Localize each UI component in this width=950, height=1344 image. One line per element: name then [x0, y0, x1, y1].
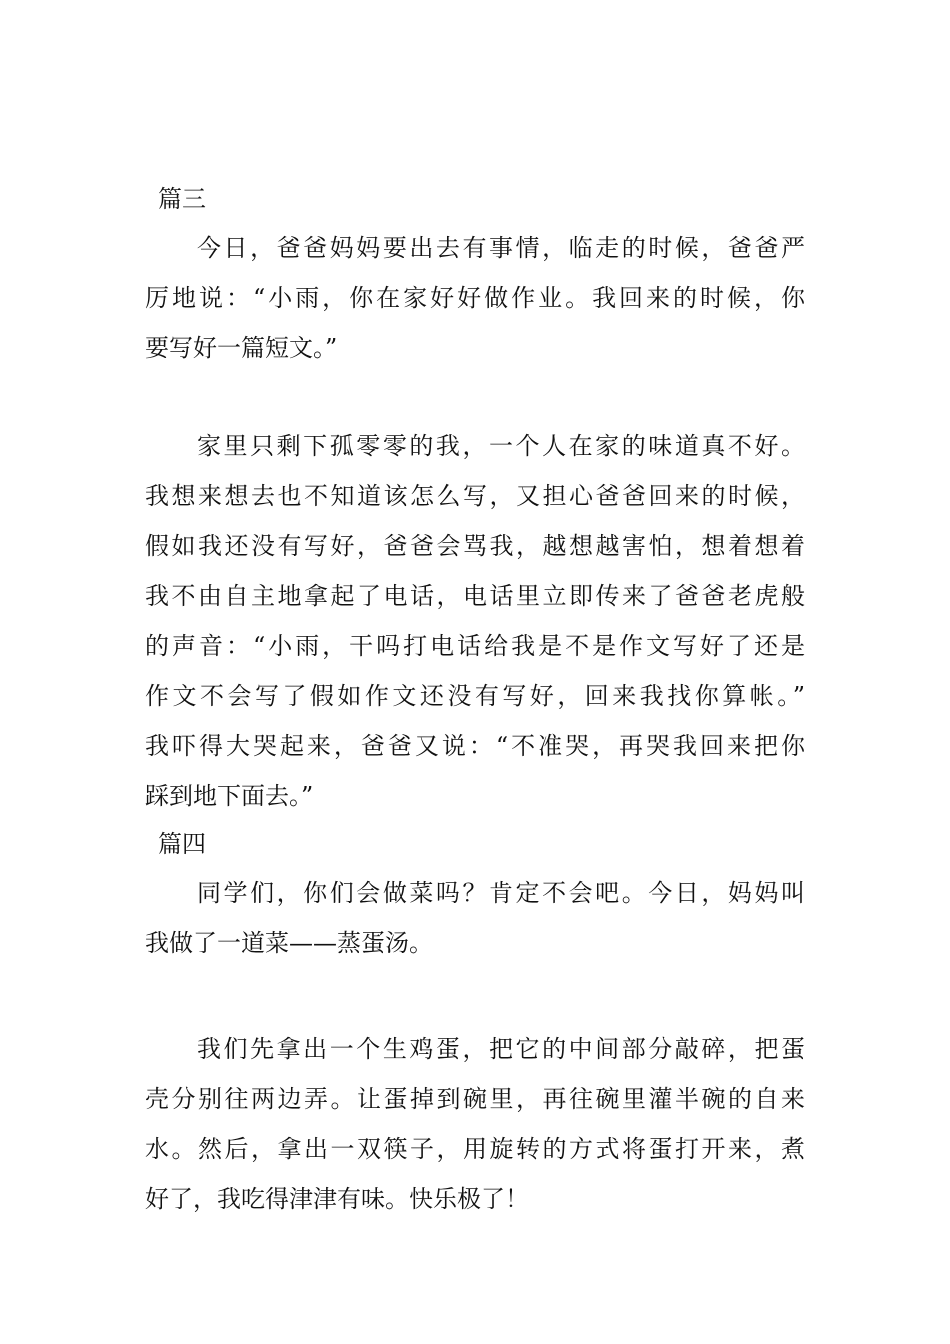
- paragraph-line: 的声音：“小雨，干吗打电话给我是不是作文写好了还是: [145, 632, 805, 660]
- paragraph-line: 好了，我吃得津津有味。快乐极了！: [145, 1185, 529, 1213]
- paragraph-line: 踩到地下面去。”: [145, 782, 314, 810]
- paragraph-line: 要写好一篇短文。”: [145, 334, 338, 362]
- paragraph: [145, 421, 805, 821]
- section-heading: 篇四: [158, 830, 206, 858]
- paragraph-line: 水。然后，拿出一双筷子，用旋转的方式将蛋打开来，煮: [145, 1135, 805, 1163]
- paragraph-line: 我不由自主地拿起了电话，电话里立即传来了爸爸老虎般: [145, 582, 805, 610]
- paragraph-line: 假如我还没有写好，爸爸会骂我，越想越害怕，想着想着: [145, 532, 805, 560]
- section-heading: 篇三: [158, 185, 206, 213]
- paragraph-line: 厉地说：“小雨，你在家好好做作业。我回来的时候，你: [145, 284, 805, 312]
- paragraph-line: 我吓得大哭起来，爸爸又说：“不准哭，再哭我回来把你: [145, 732, 805, 760]
- paragraph-line: 同学们，你们会做菜吗？肯定不会吧。今日，妈妈叫: [197, 879, 805, 907]
- paragraph: [145, 223, 805, 373]
- paragraph-line: 家里只剩下孤零零的我，一个人在家的味道真不好。: [197, 432, 805, 460]
- paragraph-line: 壳分别往两边弄。让蛋掉到碗里，再往碗里灌半碗的自来: [145, 1085, 805, 1113]
- paragraph-line: 我做了一道菜——蒸蛋汤。: [145, 929, 433, 957]
- paragraph-line: 今日，爸爸妈妈要出去有事情，临走的时候，爸爸严: [197, 234, 805, 262]
- paragraph: [145, 1024, 805, 1224]
- paragraph: [145, 868, 805, 968]
- paragraph-line: 作文不会写了假如作文还没有写好，回来我找你算帐。”: [145, 682, 805, 710]
- paragraph-line: 我想来想去也不知道该怎么写，又担心爸爸回来的时候，: [145, 482, 805, 510]
- paragraph-line: 我们先拿出一个生鸡蛋，把它的中间部分敲碎，把蛋: [197, 1035, 805, 1063]
